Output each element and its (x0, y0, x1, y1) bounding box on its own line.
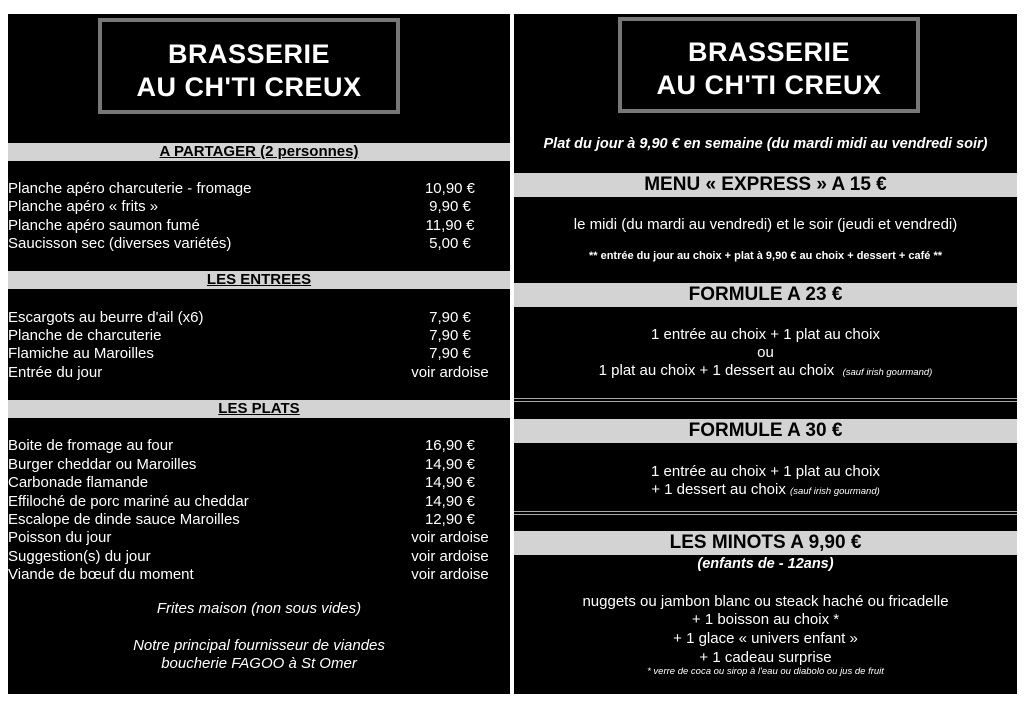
item-price: 12,90 € (424, 511, 476, 528)
item-name: Viande de bœuf du moment (8, 566, 194, 583)
menu-item (8, 511, 510, 529)
item-name: Planche apéro saumon fumé (8, 217, 200, 234)
menu-item (8, 474, 510, 492)
item-price: voir ardoise (411, 529, 489, 546)
divider (514, 511, 1017, 512)
supplier-line-1: Notre principal fournisseur de viandes (133, 637, 385, 654)
minots-subheading: (enfants de - 12ans) (697, 556, 834, 572)
item-price: 7,90 € (429, 327, 471, 344)
section-heading-entrees: LES ENTREES (8, 271, 510, 289)
item-price: voir ardoise (411, 548, 489, 565)
item-price: 14,90 € (424, 493, 476, 510)
item-price: 14,90 € (424, 456, 476, 473)
item-price: 14,90 € (424, 474, 476, 491)
express-heading: MENU « EXPRESS » A 15 € (514, 173, 1017, 197)
menu-item (8, 309, 510, 327)
menu-item (8, 180, 510, 198)
left-title-line2: AU CH'TI CREUX (136, 72, 362, 102)
left-title-box (98, 18, 400, 114)
minots-line-2: + 1 boisson au choix * (691, 611, 840, 628)
right-title-box (618, 17, 920, 113)
menu-item (8, 548, 510, 566)
formule30-note: (sauf irish gourmand) (790, 486, 880, 497)
formule30-heading: FORMULE A 30 € (514, 419, 1017, 443)
formule23-heading: FORMULE A 23 € (514, 283, 1017, 307)
minots-line-3: + 1 glace « univers enfant » (673, 630, 858, 647)
formule23-line-3 (514, 362, 1017, 379)
item-name: Carbonade flamande (8, 474, 149, 491)
menu-item (8, 345, 510, 363)
menu-item (8, 364, 510, 382)
item-price: 16,90 € (424, 437, 476, 454)
item-name: Entrée du jour (8, 364, 103, 381)
item-name: Boite de fromage au four (8, 437, 174, 454)
minots-footnote: * verre de coca ou sirop à l'eau ou diabolo ou jus de fruit (647, 666, 884, 677)
menu-item (8, 327, 510, 345)
divider (514, 401, 1017, 402)
item-price: 9,90 € (429, 198, 471, 215)
right-title-line2: AU CH'TI CREUX (656, 70, 882, 100)
item-name: Poisson du jour (8, 529, 112, 546)
item-name: Saucisson sec (diverses variétés) (8, 235, 232, 252)
minots-heading: LES MINOTS A 9,90 € (514, 531, 1017, 555)
formule23-note: (sauf irish gourmand) (842, 367, 933, 378)
menu-item (8, 529, 510, 547)
section-heading-plats: LES PLATS (8, 400, 510, 418)
item-price: 11,90 € (425, 217, 475, 234)
frites-note: Frites maison (non sous vides) (156, 600, 362, 617)
supplier-line-2: boucherie FAGOO à St Omer (161, 655, 357, 672)
left-menu-panel (8, 14, 510, 694)
formule23-line-3-text: 1 plat au choix + 1 dessert au choix (598, 362, 835, 379)
minots-line-1: nuggets ou jambon blanc ou steack haché ou fricadelle (582, 593, 949, 610)
item-price: 7,90 € (429, 345, 471, 362)
item-name: Planche de charcuterie (8, 327, 162, 344)
minots-line-4: + 1 cadeau surprise (699, 649, 832, 666)
menu-item (8, 217, 510, 235)
item-name: Escalope de dinde sauce Maroilles (8, 511, 240, 528)
right-title-line1: BRASSERIE (687, 37, 851, 67)
item-price: voir ardoise (411, 364, 489, 381)
item-price: 5,00 € (429, 235, 471, 252)
item-name: Effiloché de porc mariné au cheddar (8, 493, 249, 510)
menu-item (8, 235, 510, 253)
section-heading-partager: A PARTAGER (2 personnes) (8, 143, 510, 161)
divider (514, 514, 1017, 515)
menu-item (8, 566, 510, 584)
menu-item (8, 198, 510, 216)
express-line-2: ** entrée du jour au choix + plat à 9,90 € au choix + dessert + café ** (588, 250, 943, 262)
menu-item (8, 437, 510, 455)
plat-du-jour-banner: Plat du jour à 9,90 € en semaine (du mardi midi au vendredi soir) (543, 136, 988, 152)
right-menu-panel (514, 14, 1017, 694)
item-name: Burger cheddar ou Maroilles (8, 456, 197, 473)
formule23-line-1: 1 entrée au choix + 1 plat au choix (651, 326, 880, 343)
item-name: Flamiche au Maroilles (8, 345, 154, 362)
left-title-line1: BRASSERIE (167, 39, 331, 69)
formule30-line-2-text: + 1 dessert au choix (651, 481, 786, 498)
item-name: Planche apéro « frits » (8, 198, 159, 215)
divider (514, 398, 1017, 399)
item-price: voir ardoise (411, 566, 489, 583)
formule30-line-1: 1 entrée au choix + 1 plat au choix (651, 463, 880, 480)
formule23-line-2: ou (757, 344, 774, 361)
menu-item (8, 456, 510, 474)
item-price: 7,90 € (429, 309, 471, 326)
item-name: Planche apéro charcuterie - fromage (8, 180, 252, 197)
item-name: Suggestion(s) du jour (8, 548, 151, 565)
formule30-line-2 (514, 481, 1017, 498)
item-price: 10,90 € (424, 180, 476, 197)
express-line-1: le midi (du mardi au vendredi) et le soir (jeudi et vendredi) (573, 216, 958, 233)
item-name: Escargots au beurre d'ail (x6) (8, 309, 204, 326)
menu-item (8, 493, 510, 511)
